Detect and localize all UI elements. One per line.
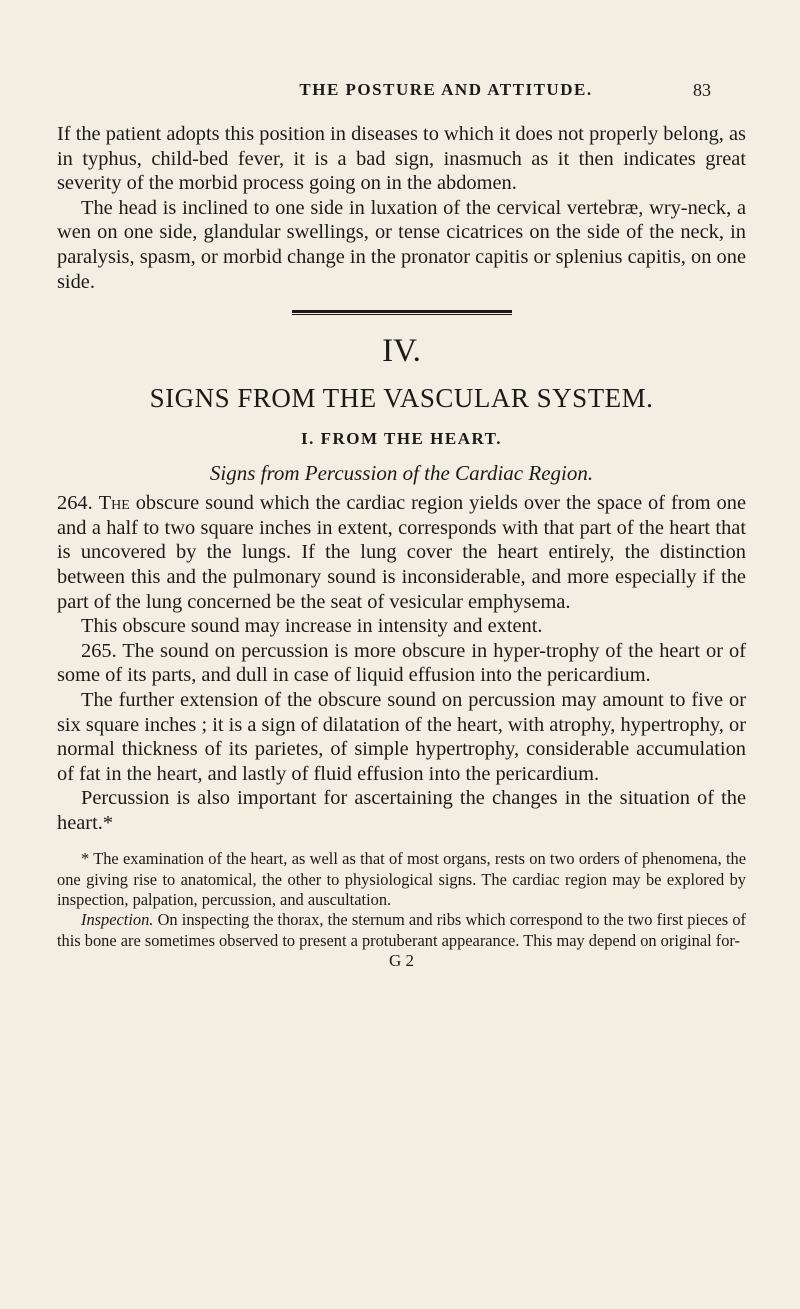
paragraph-text: obscure sound which the cardiac region yields over the space of from one and a half to two square inches in extent, corresponds with that part of the heart that is uncovered by the lungs. If the lung cover the heart entirely, the distinction between this and the pulmonary sound is inconsiderable, and more especially if the part of the lung concerned be the seat of vesicular emphysema.	[57, 492, 746, 613]
running-title: THE POSTURE AND ATTITUDE.	[299, 80, 593, 99]
paragraph-number: 264.	[57, 492, 93, 515]
footnote-text: * The examination of the heart, as well as that of most organs, rests on two orders of phenomena, the one giving rise to anatomical, the other to physiological signs. The cardiac region may be explored by inspection, palpation, percussion, and auscultation.	[57, 849, 746, 910]
paragraph: The further extension of the obscure sound on percussion may amount to five or six square inches ; it is a sign of dilatation of the heart, with atrophy, hypertrophy, or normal thickness of its parietes, of simple hypertrophy, considerable accumulation of fat in the heart, and lastly of fluid effusion into the pericardium.	[57, 688, 746, 785]
paragraph-265: 265. The sound on percussion is more obscure in hyper-trophy of the heart or of some of its parts, and dull in case of liquid effusion into the pericardium.	[57, 639, 746, 687]
section-divider	[292, 310, 512, 315]
text-block	[57, 122, 746, 971]
paragraph: If the patient adopts this position in diseases to which it does not properly belong, as in typhus, child-bed fever, it is a bad sign, inasmuch as it then indicates great severity of the morbid process going on in the abdomen.	[57, 123, 746, 195]
paragraph: This obscure sound may increase in intensity and extent.	[81, 615, 543, 638]
inspection-label: Inspection.	[81, 910, 154, 930]
page-number: 83	[693, 80, 711, 100]
italic-heading: Signs from Percussion of the Cardiac Region.	[209, 461, 594, 486]
paragraph: Percussion is also important for ascertaining the changes in the situation of the heart.*	[57, 787, 746, 834]
section-title: SIGNS FROM THE VASCULAR SYSTEM.	[149, 383, 654, 414]
inspection-text: On inspecting the thorax, the sternum and ribs which correspond to the two first pieces of this bone are sometimes observed to present a protuberant appearance. This may depend on original for-	[57, 910, 746, 950]
lead-word: The	[98, 492, 130, 515]
paragraph: The head is inclined to one side in luxation of the cervical vertebræ, wry-neck, a wen on one side, glandular swellings, or tense cicatrices on the side of the neck, in paralysis, spasm, or morbid change in the pronator capitis or splenius capitis, on one side.	[57, 196, 746, 293]
footnote-inspection	[57, 910, 746, 951]
signature-mark: G 2	[388, 950, 415, 970]
section-number: IV.	[382, 333, 421, 370]
footnote	[57, 849, 746, 970]
paragraph-264	[57, 491, 746, 614]
subsection-heading: I. FROM THE HEART.	[301, 429, 502, 449]
